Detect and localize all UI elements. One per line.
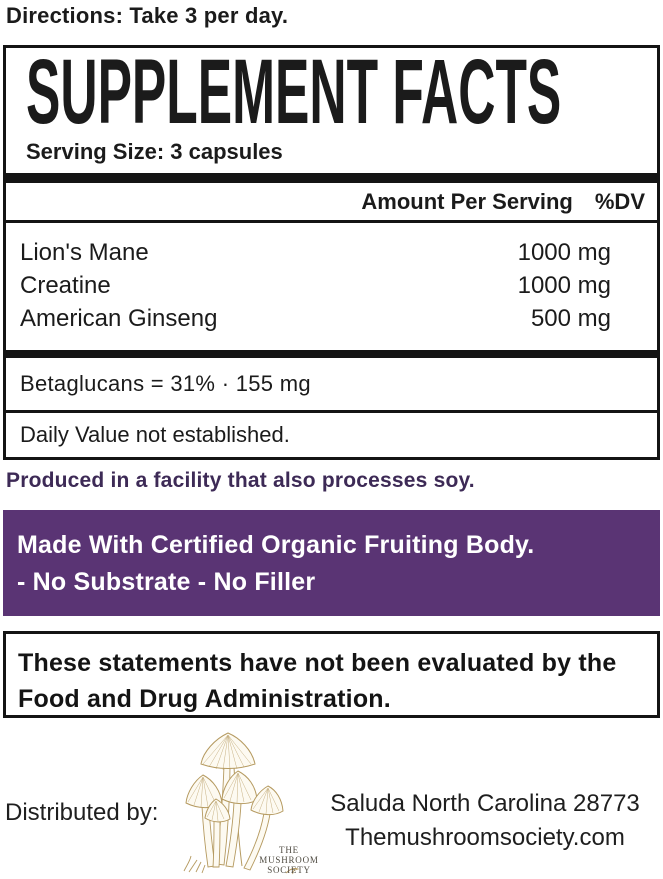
amount-per-serving-label: Amount Per Serving — [361, 188, 573, 214]
thick-divider-bar — [3, 173, 660, 183]
fda-disclaimer-box: These statements have not been evaluated by the Food and Drug Administration. — [3, 631, 660, 718]
facts-header-section — [3, 41, 660, 173]
facts-title: SUPPLEMENT FACTS — [26, 41, 562, 143]
address-line-2: Themushroomsociety.com — [345, 824, 625, 851]
distributor-address — [310, 787, 660, 855]
betaglucans-row: Betaglucans = 31% · 155 mg — [3, 358, 660, 413]
ingredient-amount: 500 mg — [530, 305, 611, 332]
ingredient-amount: 1000 mg — [517, 272, 611, 299]
allergen-note: Produced in a facility that also processes soy. — [6, 469, 475, 492]
table-row — [20, 269, 611, 302]
table-row — [20, 302, 611, 335]
serving-size: Serving Size: 3 capsules — [26, 139, 283, 164]
footer — [0, 717, 663, 879]
logo-wordmark-line-1: THE — [279, 845, 299, 855]
dv-label: %DV — [594, 188, 645, 214]
table-row — [20, 236, 611, 269]
ingredient-name: Lion's Mane — [20, 239, 149, 266]
ingredient-name: Creatine — [20, 272, 111, 299]
logo-wordmark-line-3: SOCIETY — [267, 865, 311, 875]
supplement-facts-panel — [3, 41, 660, 460]
ingredient-name: American Ginseng — [20, 305, 218, 332]
highlight-line-2: - No Substrate - No Filler — [17, 568, 316, 596]
highlight-line-1: Made With Certified Organic Fruiting Body. — [17, 531, 535, 559]
highlight-box — [3, 510, 660, 616]
directions-text: Directions: Take 3 per day. — [6, 3, 289, 28]
logo-wordmark-line-2: MUSHROOM — [259, 855, 319, 865]
address-line-1: Saluda North Carolina 28773 — [330, 790, 640, 817]
amount-header-row — [3, 183, 660, 223]
ingredient-amount: 1000 mg — [517, 239, 611, 266]
mid-divider-bar — [3, 350, 660, 358]
ingredient-rows — [3, 223, 660, 350]
daily-value-note: Daily Value not established. — [3, 413, 660, 460]
distributed-by-label: Distributed by: — [5, 799, 159, 826]
